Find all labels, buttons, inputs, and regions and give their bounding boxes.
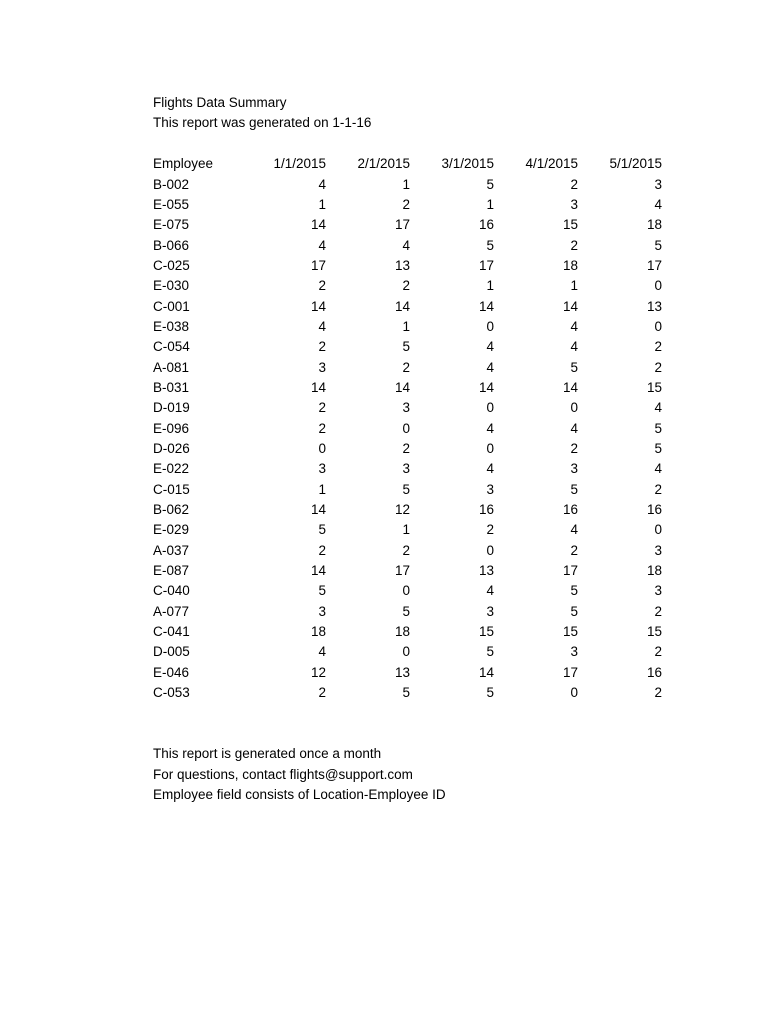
flight-count-cell: 18 xyxy=(394,624,410,640)
employee-id-cell: E-087 xyxy=(153,563,190,579)
flight-count-cell: 4 xyxy=(318,237,326,253)
flight-count-cell: 14 xyxy=(562,379,578,395)
flight-count-cell: 4 xyxy=(318,318,326,334)
flight-count-cell: 4 xyxy=(486,339,494,355)
flight-count-cell: 17 xyxy=(646,257,662,273)
table-row xyxy=(153,561,662,581)
flight-count-cell: 1 xyxy=(402,318,410,334)
table-row xyxy=(153,541,662,561)
flight-count-cell: 14 xyxy=(310,379,326,395)
employee-id-cell: E-030 xyxy=(153,278,190,294)
flight-count-cell: 14 xyxy=(478,298,494,314)
flight-count-cell: 5 xyxy=(402,339,410,355)
flight-count-cell: 0 xyxy=(654,522,662,538)
flight-count-cell: 18 xyxy=(646,563,662,579)
table-row xyxy=(153,337,662,357)
column-header-date: 5/1/2015 xyxy=(609,156,662,172)
flight-count-cell: 4 xyxy=(486,359,494,375)
table-row xyxy=(153,500,662,520)
flight-count-cell: 15 xyxy=(646,379,662,395)
flight-count-cell: 2 xyxy=(654,481,662,497)
table-row xyxy=(153,419,662,439)
flight-count-cell: 14 xyxy=(310,563,326,579)
flight-count-cell: 2 xyxy=(486,522,494,538)
flight-count-cell: 2 xyxy=(570,542,578,558)
flight-count-cell: 3 xyxy=(570,644,578,660)
employee-id-cell: D-019 xyxy=(153,400,190,416)
table-row xyxy=(153,642,662,662)
employee-id-cell: B-031 xyxy=(153,379,190,395)
flight-count-cell: 17 xyxy=(394,217,410,233)
employee-id-cell: C-040 xyxy=(153,583,190,599)
flight-count-cell: 3 xyxy=(318,359,326,375)
report xyxy=(153,93,663,805)
table-row xyxy=(153,622,662,642)
employee-id-cell: E-055 xyxy=(153,196,190,212)
flight-count-cell: 5 xyxy=(570,583,578,599)
flight-count-cell: 2 xyxy=(402,359,410,375)
flight-count-cell: 4 xyxy=(570,339,578,355)
flight-count-cell: 0 xyxy=(654,318,662,334)
flight-count-cell: 16 xyxy=(478,217,494,233)
flight-count-cell: 2 xyxy=(402,196,410,212)
flight-count-cell: 18 xyxy=(562,257,578,273)
flight-count-cell: 15 xyxy=(646,624,662,640)
employee-id-cell: D-005 xyxy=(153,644,190,660)
flight-count-cell: 3 xyxy=(402,400,410,416)
flight-count-cell: 4 xyxy=(654,400,662,416)
flight-count-cell: 5 xyxy=(318,583,326,599)
flight-count-cell: 14 xyxy=(394,379,410,395)
flight-count-cell: 4 xyxy=(654,461,662,477)
table-row xyxy=(153,581,662,601)
employee-id-cell: E-096 xyxy=(153,420,190,436)
flight-count-cell: 5 xyxy=(402,481,410,497)
employee-id-cell: B-002 xyxy=(153,176,190,192)
table-row xyxy=(153,195,662,215)
flight-count-cell: 17 xyxy=(562,563,578,579)
flight-count-cell: 0 xyxy=(486,400,494,416)
table-header-row xyxy=(153,154,662,174)
employee-id-cell: C-054 xyxy=(153,339,190,355)
employee-id-cell: C-015 xyxy=(153,481,190,497)
spacer xyxy=(153,703,663,744)
flight-count-cell: 2 xyxy=(318,400,326,416)
flight-count-cell: 1 xyxy=(402,176,410,192)
flight-count-cell: 18 xyxy=(646,217,662,233)
flight-count-cell: 4 xyxy=(654,196,662,212)
flight-count-cell: 0 xyxy=(486,542,494,558)
flight-count-cell: 4 xyxy=(402,237,410,253)
flight-count-cell: 1 xyxy=(318,481,326,497)
flight-count-cell: 13 xyxy=(478,563,494,579)
flight-count-cell: 3 xyxy=(654,176,662,192)
flight-count-cell: 2 xyxy=(654,359,662,375)
flight-count-cell: 0 xyxy=(570,400,578,416)
flight-count-cell: 1 xyxy=(486,278,494,294)
flight-count-cell: 12 xyxy=(394,502,410,518)
table-row xyxy=(153,480,662,500)
flight-count-cell: 15 xyxy=(562,217,578,233)
flight-count-cell: 2 xyxy=(318,685,326,701)
table-body xyxy=(153,175,662,704)
column-header-employee: Employee xyxy=(153,156,214,172)
flight-count-cell: 3 xyxy=(402,461,410,477)
table-row xyxy=(153,256,662,276)
flight-count-cell: 13 xyxy=(394,664,410,680)
flight-count-cell: 2 xyxy=(318,420,326,436)
flight-count-cell: 1 xyxy=(318,196,326,212)
flight-count-cell: 0 xyxy=(486,440,494,456)
table-row xyxy=(153,663,662,683)
flight-count-cell: 16 xyxy=(646,502,662,518)
column-header-date: 2/1/2015 xyxy=(357,156,410,172)
flight-count-cell: 2 xyxy=(402,278,410,294)
flight-count-cell: 5 xyxy=(654,440,662,456)
flight-count-cell: 2 xyxy=(654,685,662,701)
table-row xyxy=(153,378,662,398)
flight-count-cell: 2 xyxy=(570,440,578,456)
flight-count-cell: 17 xyxy=(562,664,578,680)
flight-count-cell: 3 xyxy=(570,461,578,477)
employee-id-cell: D-026 xyxy=(153,440,190,456)
flight-count-cell: 2 xyxy=(402,440,410,456)
flight-count-cell: 0 xyxy=(402,420,410,436)
flight-count-cell: 15 xyxy=(562,624,578,640)
employee-id-cell: E-029 xyxy=(153,522,190,538)
table-row xyxy=(153,358,662,378)
flight-count-cell: 16 xyxy=(562,502,578,518)
flight-count-cell: 3 xyxy=(318,461,326,477)
employee-id-cell: B-066 xyxy=(153,237,190,253)
employee-id-cell: E-038 xyxy=(153,318,190,334)
employee-id-cell: C-001 xyxy=(153,298,190,314)
flight-count-cell: 5 xyxy=(486,685,494,701)
flight-count-cell: 16 xyxy=(646,664,662,680)
report-title: Flights Data Summary xyxy=(153,95,287,110)
generated-date-text: This report was generated on 1-1-16 xyxy=(153,115,372,131)
flight-count-cell: 2 xyxy=(654,339,662,355)
flight-count-cell: 5 xyxy=(486,176,494,192)
flight-count-cell: 3 xyxy=(654,542,662,558)
flight-count-cell: 5 xyxy=(654,420,662,436)
table-row xyxy=(153,297,662,317)
table-row xyxy=(153,317,662,337)
flight-count-cell: 2 xyxy=(570,176,578,192)
flight-count-cell: 14 xyxy=(394,298,410,314)
flight-count-cell: 14 xyxy=(310,502,326,518)
flight-count-cell: 4 xyxy=(570,420,578,436)
flight-count-cell: 4 xyxy=(486,461,494,477)
table-row xyxy=(153,236,662,256)
flight-count-cell: 5 xyxy=(570,481,578,497)
flight-count-cell: 14 xyxy=(310,217,326,233)
spacer xyxy=(153,134,663,154)
employee-id-cell: C-025 xyxy=(153,257,190,273)
employee-id-cell: E-046 xyxy=(153,664,190,680)
flight-count-cell: 4 xyxy=(318,176,326,192)
flight-count-cell: 14 xyxy=(310,298,326,314)
employee-id-cell: E-022 xyxy=(153,461,190,477)
flight-count-cell: 4 xyxy=(570,522,578,538)
table-row xyxy=(153,520,662,540)
flight-count-cell: 13 xyxy=(394,257,410,273)
table-row xyxy=(153,459,662,479)
flight-count-cell: 1 xyxy=(402,522,410,538)
flight-count-cell: 3 xyxy=(318,603,326,619)
flight-count-cell: 13 xyxy=(646,298,662,314)
footer-note: Employee field consists of Location-Employee ID xyxy=(153,787,446,803)
flight-count-cell: 5 xyxy=(570,359,578,375)
flight-count-cell: 15 xyxy=(478,624,494,640)
table-row xyxy=(153,276,662,296)
table-row xyxy=(153,215,662,235)
flight-count-cell: 4 xyxy=(486,583,494,599)
column-header-date: 4/1/2015 xyxy=(525,156,578,172)
flight-count-cell: 3 xyxy=(570,196,578,212)
table-row xyxy=(153,683,662,703)
flight-count-cell: 0 xyxy=(402,583,410,599)
flight-count-cell: 0 xyxy=(570,685,578,701)
footer-note: This report is generated once a month xyxy=(153,746,382,762)
footer-note: For questions, contact flights@support.com xyxy=(153,766,413,782)
table-row xyxy=(153,602,662,622)
flight-count-cell: 2 xyxy=(654,644,662,660)
flight-count-cell: 2 xyxy=(318,278,326,294)
flight-count-cell: 5 xyxy=(654,237,662,253)
flight-count-cell: 0 xyxy=(402,644,410,660)
table-row xyxy=(153,439,662,459)
flight-count-cell: 0 xyxy=(654,278,662,294)
flight-count-cell: 17 xyxy=(310,257,326,273)
flight-count-cell: 2 xyxy=(570,237,578,253)
flight-count-cell: 5 xyxy=(402,603,410,619)
employee-id-cell: B-062 xyxy=(153,502,190,518)
flight-count-cell: 1 xyxy=(486,196,494,212)
flight-count-cell: 17 xyxy=(394,563,410,579)
flight-count-cell: 0 xyxy=(318,440,326,456)
flight-count-cell: 3 xyxy=(486,603,494,619)
flight-count-cell: 2 xyxy=(318,542,326,558)
flight-count-cell: 5 xyxy=(570,603,578,619)
column-header-date: 1/1/2015 xyxy=(273,156,326,172)
employee-id-cell: A-077 xyxy=(153,603,190,619)
flight-count-cell: 16 xyxy=(478,502,494,518)
flight-count-cell: 5 xyxy=(486,644,494,660)
flight-count-cell: 5 xyxy=(402,685,410,701)
flights-table xyxy=(153,154,662,703)
flight-count-cell: 1 xyxy=(570,278,578,294)
flight-count-cell: 12 xyxy=(310,664,326,680)
employee-id-cell: A-037 xyxy=(153,542,190,558)
flight-count-cell: 4 xyxy=(570,318,578,334)
column-header-date: 3/1/2015 xyxy=(441,156,494,172)
table-row xyxy=(153,175,662,195)
flight-count-cell: 2 xyxy=(318,339,326,355)
flight-count-cell: 2 xyxy=(654,603,662,619)
table-row xyxy=(153,398,662,418)
flight-count-cell: 5 xyxy=(486,237,494,253)
flight-count-cell: 3 xyxy=(654,583,662,599)
flight-count-cell: 0 xyxy=(486,318,494,334)
flight-count-cell: 2 xyxy=(402,542,410,558)
flight-count-cell: 4 xyxy=(318,644,326,660)
flight-count-cell: 17 xyxy=(478,257,494,273)
flight-count-cell: 3 xyxy=(486,481,494,497)
employee-id-cell: E-075 xyxy=(153,217,190,233)
flight-count-cell: 14 xyxy=(478,664,494,680)
flight-count-cell: 5 xyxy=(318,522,326,538)
employee-id-cell: A-081 xyxy=(153,359,190,375)
employee-id-cell: C-053 xyxy=(153,685,190,701)
flight-count-cell: 18 xyxy=(310,624,326,640)
employee-id-cell: C-041 xyxy=(153,624,190,640)
flight-count-cell: 14 xyxy=(562,298,578,314)
flight-count-cell: 14 xyxy=(478,379,494,395)
flight-count-cell: 4 xyxy=(486,420,494,436)
